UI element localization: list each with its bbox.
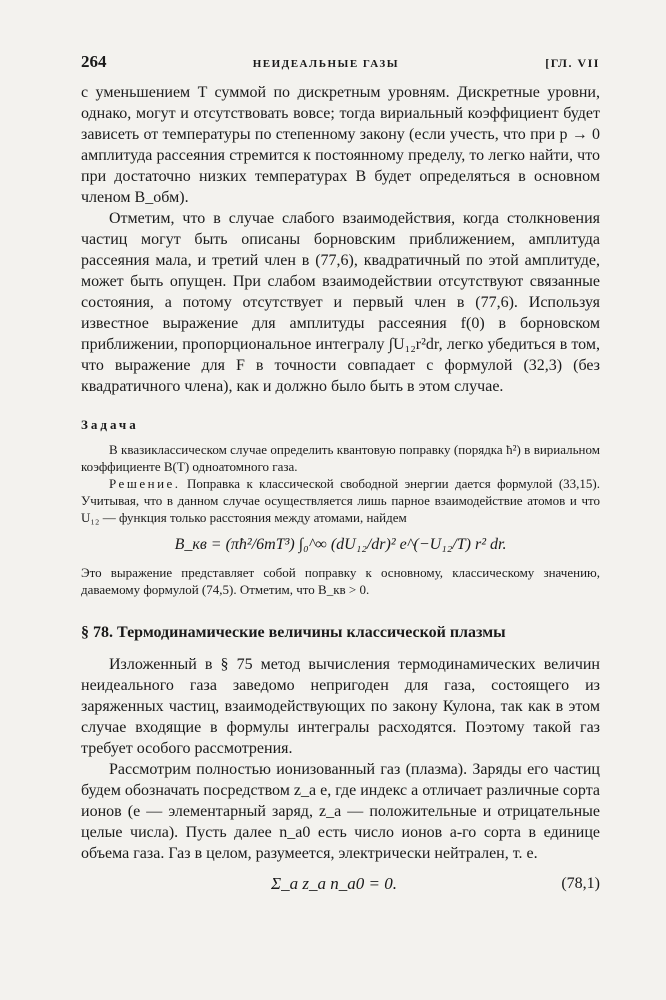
paragraph-1: с уменьшением T суммой по дискретным уровням. Дискретные уровни, однако, могут и отсутствовать вовсе; тогда вириальный коэффициент будет зависеть от температуры по степенному закону (если учесть, что при p → 0 амплитуда рассеяния стремится к постоянному пределу, то легко найти, что при достаточно низких температурах B будет определяться в основном членом B_обм). — [81, 84, 600, 206]
paragraph-3: Изложенный в § 75 метод вычисления термодинамических величин неидеального газа заведомо непригоден для газа, состоящего из заряженных частиц, взаимодействующих по закону Кулона, так как в этом случае входящие в формулы интегралы расходятся. Поэтому такой газ требует особого рассмотрения. — [81, 656, 600, 757]
problem-statement: В квазиклассическом случае определить квантовую поправку (порядка ħ²) в вириальном коэффициенте B(T) одноатомного газа. — [81, 442, 600, 474]
paragraph-2: Отметим, что в случае слабого взаимодействия, когда столкновения частиц могут быть описаны борновским приближением, амплитуда рассеяния мала, и третий член в (77,6), квадратичный по этой амплитуде, может быть опущен. При слабом взаимодействии отсутствуют связанные состояния, а потому отсутствует и первый член в (77,6). Используя известное выражение для амплитуды рассеяния f(0) в борновском приближении, пропорциональное интегралу ∫U₁₂r²dr, легко убедиться в том, что выражение для F в точности совпадает с формулой (32,3) (без квадратичного члена), как и должно было быть в этом случае. — [81, 210, 600, 395]
equation-number: (78,1) — [561, 875, 600, 892]
running-title: НЕИДЕАЛЬНЫЕ ГАЗЫ — [252, 58, 399, 70]
page-number: 264 — [81, 52, 107, 71]
page-header — [81, 52, 600, 82]
problem-conclusion: Это выражение представляет собой поправку к основному, классическому значению, даваемому формулой (74,5). Отметим, что B_кв > 0. — [81, 565, 600, 597]
quantum-correction-formula: B_кв = (πħ²/6mT³) ∫₀^∞ (dU₁₂/dr)² e^(−U₁₂/T) r² dr. — [174, 536, 507, 553]
chapter-label: [ГЛ. VII — [545, 56, 600, 70]
problem-solution — [81, 475, 600, 526]
solution-text: Поправка к классической свободной энергии дается формулой (33,15). Учитывая, что в данном случае осуществляется лишь парное взаимодействие атомов и что U₁₂ — функция только расстояния между атомами, найдем — [81, 476, 601, 525]
equation-body: Σ_a z_a n_a0 = 0. — [271, 874, 397, 893]
equation-78-1 — [81, 874, 600, 894]
paragraph-4: Рассмотрим полностью ионизованный газ (плазма). Заряды его частиц будем обозначать посредством z_a e, где индекс a отличает различные сорта ионов (e — элементарный заряд, z_a — положительные и отрицательные целые числа). Пусть далее n_a0 есть число ионов a-го сорта в единице объема газа. Газ в целом, разумеется, электрически нейтрален, т. е. — [81, 761, 600, 862]
solution-label: Решение. — [109, 476, 181, 491]
problem-heading: Задача — [81, 417, 139, 432]
section-title: § 78. Термодинамические величины классической плазмы — [81, 624, 506, 641]
